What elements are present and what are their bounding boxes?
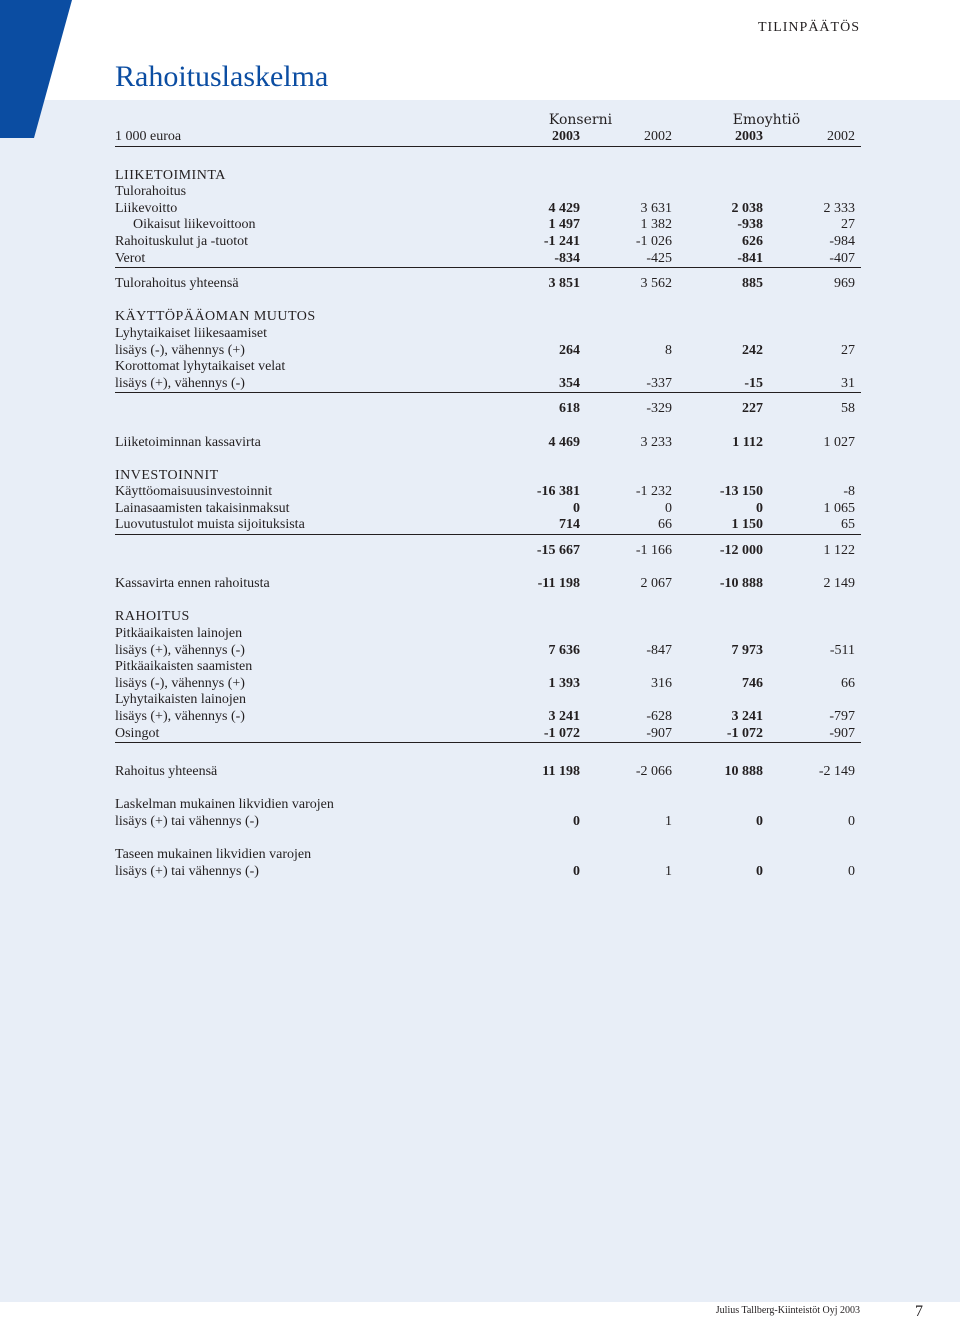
- table-row: [115, 201, 861, 218]
- label-row: [115, 184, 861, 201]
- row-spacer: [115, 593, 861, 610]
- cell-emoyhtio-2003: -938: [737, 217, 763, 233]
- cell-emoyhtio-2003: 227: [742, 401, 763, 417]
- year-header: 2002: [827, 129, 855, 144]
- row-label: lisäys (-), vähennys (+): [115, 675, 245, 691]
- section-heading: RAHOITUS: [115, 609, 190, 625]
- row-label: Lyhytaikaisten lainojen: [115, 692, 247, 708]
- cell-konserni-2002: -337: [646, 375, 672, 391]
- cell-konserni-2003: 4 429: [548, 200, 580, 216]
- table-row: [115, 864, 861, 881]
- cell-emoyhtio-2003: -10 888: [719, 576, 763, 592]
- section-heading-row: [115, 468, 861, 485]
- row-spacer: [115, 535, 861, 543]
- cell-konserni-2002: -628: [646, 709, 672, 724]
- cell-emoyhtio-2002: 31: [841, 375, 855, 391]
- row-label: Luovutustulot muista sijoituksista: [115, 517, 305, 533]
- cell-emoyhtio-2002: -984: [829, 233, 855, 249]
- row-label: Laskelman mukainen likvidien varojen: [115, 797, 334, 813]
- table-row: [115, 401, 861, 418]
- table-row: [115, 764, 861, 781]
- cell-konserni-2003: 264: [559, 342, 580, 358]
- row-label: Korottomat lyhytaikaiset velat: [115, 359, 286, 375]
- page-number: 7: [915, 1303, 923, 1320]
- cell-konserni-2003: 0: [573, 863, 580, 879]
- row-label: Kassavirta ennen rahoitusta: [115, 576, 270, 592]
- cell-konserni-2002: 316: [651, 675, 672, 691]
- label-row: [115, 326, 861, 343]
- section-heading: KÄYTTÖPÄÄOMAN MUUTOS: [115, 309, 316, 325]
- table-row: [115, 484, 861, 501]
- cell-konserni-2002: -329: [646, 401, 672, 417]
- row-label: lisäys (+), vähennys (-): [115, 375, 245, 391]
- cell-emoyhtio-2003: 626: [742, 233, 763, 249]
- table-row: [115, 814, 861, 831]
- cell-konserni-2003: 354: [559, 375, 580, 391]
- footer-company: Julius Tallberg-Kiinteistöt Oyj 2003: [715, 1305, 860, 1316]
- cell-emoyhtio-2003: -1 072: [726, 725, 763, 741]
- cash-flow-statement: [115, 112, 861, 880]
- section-label: TILINPÄÄTÖS: [758, 20, 860, 35]
- cell-konserni-2003: -834: [554, 250, 580, 266]
- cell-emoyhtio-2002: 65: [841, 517, 855, 533]
- cell-emoyhtio-2002: 0: [848, 813, 855, 829]
- column-year-headers: [115, 129, 861, 147]
- cell-konserni-2002: -907: [646, 725, 672, 741]
- table-row: [115, 343, 861, 360]
- cell-emoyhtio-2003: 242: [742, 342, 763, 358]
- row-label: lisäys (+) tai vähennys (-): [115, 863, 259, 879]
- row-label: lisäys (+), vähennys (-): [115, 709, 245, 724]
- row-label: lisäys (+) tai vähennys (-): [115, 813, 259, 829]
- cell-emoyhtio-2003: -841: [737, 250, 763, 266]
- cell-emoyhtio-2003: 0: [756, 500, 763, 516]
- cell-konserni-2003: 618: [559, 401, 580, 417]
- row-label: lisäys (+), vähennys (-): [115, 642, 245, 658]
- row-spacer: [115, 268, 861, 276]
- table-row: [115, 217, 861, 234]
- cell-emoyhtio-2003: -15: [744, 375, 763, 391]
- cell-konserni-2002: 1: [665, 863, 672, 879]
- cell-konserni-2003: 1 393: [548, 675, 580, 691]
- section-heading: LIIKETOIMINTA: [115, 167, 226, 183]
- table-row: [115, 576, 861, 593]
- row-spacer: [115, 418, 861, 435]
- cell-emoyhtio-2003: 7 973: [731, 642, 763, 658]
- cell-emoyhtio-2003: 0: [756, 863, 763, 879]
- table-row: [115, 276, 861, 293]
- table-row: [115, 517, 861, 535]
- row-spacer: [115, 147, 861, 168]
- cell-konserni-2002: 1: [665, 813, 672, 829]
- cell-emoyhtio-2002: 1 065: [823, 500, 855, 516]
- row-label: Tulorahoitus yhteensä: [115, 276, 239, 292]
- cell-konserni-2002: -425: [646, 250, 672, 266]
- group-header-konserni: Konserni: [548, 112, 613, 128]
- cell-konserni-2003: 3 241: [548, 709, 580, 724]
- row-spacer: [115, 560, 861, 577]
- cell-emoyhtio-2003: 10 888: [724, 764, 763, 780]
- cell-konserni-2002: 0: [665, 500, 672, 516]
- cell-konserni-2003: -1 241: [543, 233, 580, 249]
- label-row: [115, 626, 861, 643]
- cell-emoyhtio-2002: 27: [841, 342, 855, 358]
- table-row: [115, 376, 861, 394]
- cell-emoyhtio-2002: 2 333: [823, 200, 855, 216]
- cell-emoyhtio-2003: 746: [742, 675, 763, 691]
- cell-konserni-2003: 0: [573, 813, 580, 829]
- cell-konserni-2003: 3 851: [548, 276, 580, 292]
- row-label: Pitkäaikaisten lainojen: [115, 626, 243, 642]
- row-label: Liikevoitto: [115, 200, 178, 216]
- row-label: Rahoitus yhteensä: [115, 764, 218, 780]
- cell-emoyhtio-2002: -797: [829, 709, 855, 724]
- cell-emoyhtio-2003: 2 038: [731, 200, 763, 216]
- table-row: [115, 435, 861, 452]
- row-spacer: [115, 831, 861, 848]
- row-label: Taseen mukainen likvidien varojen: [115, 847, 312, 863]
- cell-konserni-2003: 7 636: [548, 642, 580, 658]
- row-label: Lainasaamisten takaisinmaksut: [115, 500, 290, 516]
- cell-emoyhtio-2003: 3 241: [731, 709, 763, 724]
- cell-emoyhtio-2002: -407: [829, 250, 855, 266]
- cell-emoyhtio-2002: -907: [829, 725, 855, 741]
- cell-emoyhtio-2002: -511: [829, 642, 855, 658]
- row-label: Tulorahoitus: [115, 184, 187, 200]
- cell-emoyhtio-2002: 66: [841, 675, 855, 691]
- cell-emoyhtio-2003: 885: [742, 276, 763, 292]
- table-row: [115, 676, 861, 693]
- year-header: 2002: [644, 129, 672, 144]
- row-label: Oikaisut liikevoittoon: [133, 217, 256, 233]
- column-group-headers: [115, 112, 861, 129]
- cell-konserni-2002: 3 233: [640, 434, 672, 450]
- cell-konserni-2002: 2 067: [640, 576, 672, 592]
- row-spacer: [115, 293, 861, 310]
- cell-emoyhtio-2002: -8: [843, 484, 855, 500]
- row-spacer: [115, 393, 861, 401]
- cell-emoyhtio-2002: 1 027: [823, 434, 855, 450]
- group-header-emoyhtio: Emoyhtiö: [732, 112, 801, 128]
- cell-emoyhtio-2003: -13 150: [719, 484, 763, 500]
- year-header: 2003: [735, 129, 763, 144]
- cell-emoyhtio-2002: 27: [841, 217, 855, 233]
- unit-label: 1 000 euroa: [115, 129, 182, 144]
- cell-emoyhtio-2002: -2 149: [818, 764, 855, 780]
- cell-emoyhtio-2003: 1 112: [732, 434, 763, 450]
- row-label: Liiketoiminnan kassavirta: [115, 434, 261, 450]
- cell-emoyhtio-2002: 58: [841, 401, 855, 417]
- row-label: Verot: [115, 250, 146, 266]
- label-row: [115, 659, 861, 676]
- row-label: Lyhytaikaiset liikesaamiset: [115, 325, 268, 341]
- row-spacer: [115, 781, 861, 798]
- cell-emoyhtio-2002: 969: [834, 276, 855, 292]
- cell-konserni-2002: -1 026: [635, 233, 672, 249]
- label-row: [115, 797, 861, 814]
- cell-konserni-2003: 4 469: [548, 434, 580, 450]
- label-row: [115, 692, 861, 709]
- row-label: lisäys (-), vähennys (+): [115, 342, 245, 358]
- section-heading-row: [115, 309, 861, 326]
- row-label: Rahoituskulut ja -tuotot: [115, 233, 248, 249]
- table-row: [115, 726, 861, 744]
- cell-emoyhtio-2003: 0: [756, 813, 763, 829]
- cell-emoyhtio-2002: 2 149: [823, 576, 855, 592]
- section-heading-row: [115, 609, 861, 626]
- page-title: Rahoituslaskelma: [115, 60, 329, 93]
- cell-konserni-2003: -16 381: [536, 484, 580, 500]
- statement-rows: [115, 147, 861, 881]
- cell-emoyhtio-2002: 0: [848, 863, 855, 879]
- cell-konserni-2003: 0: [573, 500, 580, 516]
- cell-konserni-2003: -11 198: [537, 576, 580, 592]
- row-spacer: [115, 743, 861, 764]
- table-row: [115, 234, 861, 251]
- cell-konserni-2002: 8: [665, 342, 672, 358]
- cell-konserni-2003: 714: [559, 517, 580, 533]
- table-row: [115, 643, 861, 660]
- cell-konserni-2002: 66: [658, 517, 672, 533]
- label-row: [115, 847, 861, 864]
- row-label: Osingot: [115, 725, 160, 741]
- cell-emoyhtio-2003: 1 150: [731, 517, 763, 533]
- cell-konserni-2003: -15 667: [536, 543, 580, 559]
- cell-konserni-2002: -847: [646, 642, 672, 658]
- table-row: [115, 543, 861, 560]
- cell-konserni-2003: 11 198: [542, 764, 580, 780]
- table-row: [115, 501, 861, 518]
- cell-konserni-2003: -1 072: [543, 725, 580, 741]
- table-row: [115, 709, 861, 726]
- row-label: Pitkäaikaisten saamisten: [115, 659, 253, 675]
- cell-emoyhtio-2003: -12 000: [719, 543, 763, 559]
- table-row: [115, 251, 861, 269]
- row-label: Käyttöomaisuusinvestoinnit: [115, 484, 273, 500]
- cell-emoyhtio-2002: 1 122: [823, 543, 855, 559]
- label-row: [115, 359, 861, 376]
- cell-konserni-2002: -1 232: [635, 484, 672, 500]
- section-heading-row: [115, 168, 861, 185]
- cell-konserni-2002: 1 382: [640, 217, 672, 233]
- year-header: 2003: [552, 129, 580, 144]
- cell-konserni-2003: 1 497: [548, 217, 580, 233]
- section-heading: INVESTOINNIT: [115, 467, 219, 483]
- corner-decoration: [0, 0, 72, 138]
- row-spacer: [115, 451, 861, 468]
- cell-konserni-2002: -2 066: [635, 764, 672, 780]
- cell-konserni-2002: 3 631: [640, 200, 672, 216]
- cell-konserni-2002: -1 166: [635, 543, 672, 559]
- cell-konserni-2002: 3 562: [640, 276, 672, 292]
